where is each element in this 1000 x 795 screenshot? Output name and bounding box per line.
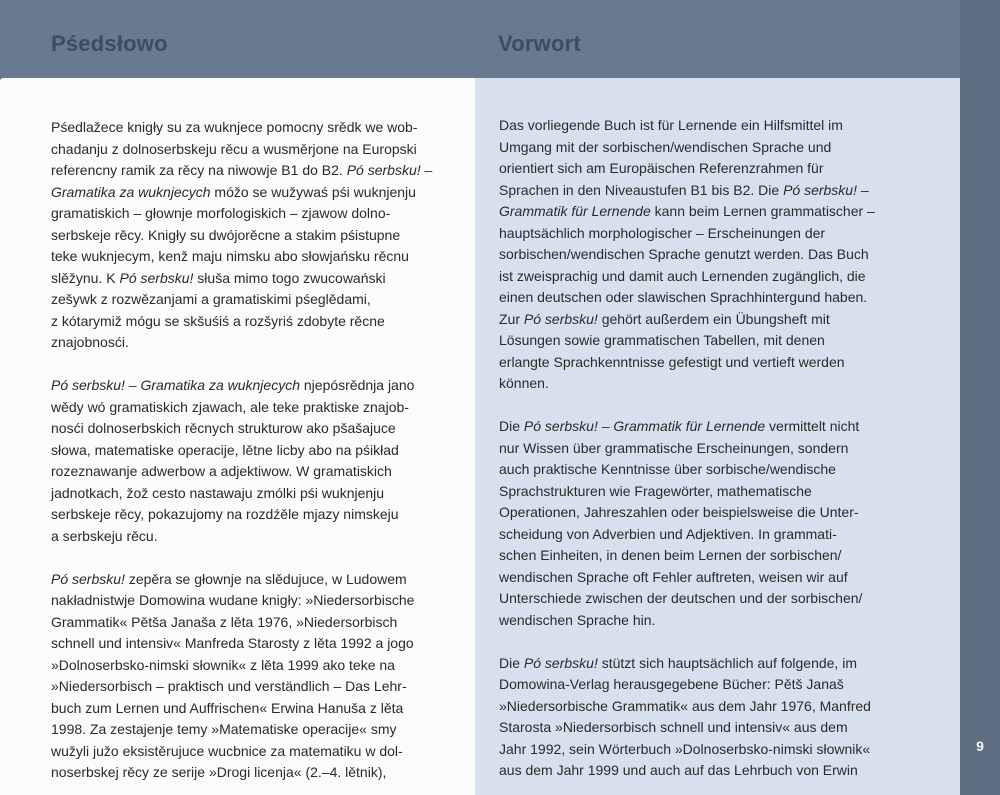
text-line (51, 612, 455, 634)
text-line (499, 330, 939, 352)
text-segment: Sprachstrukturen wie Fragewörter, mathematische (499, 482, 812, 499)
text-segment: orientiert sich am Europäischen Referenzrahmen für (499, 160, 824, 176)
text-segment: Die (499, 418, 524, 434)
italic-title-segment: Pó serbsku! – Grammatik für Lernende (523, 418, 766, 434)
german-text (499, 115, 939, 782)
text-segment: einen deutschen oder slawischen Sprachhintergund haben. (499, 289, 868, 305)
text-segment: Die (499, 654, 524, 671)
text-line (499, 481, 939, 503)
text-line (499, 524, 939, 546)
text-line (499, 201, 939, 223)
text-segment: auch praktische Kenntnisse über sorbische/wendische (499, 461, 836, 477)
text-line (499, 588, 939, 610)
text-line (499, 674, 939, 696)
text-line (51, 375, 455, 397)
text-segment: erlangte Sprachkenntnisse gefestigt und vertieft werden (499, 353, 845, 370)
text-line (499, 373, 939, 395)
text-segment: können. (499, 375, 549, 391)
text-line (499, 244, 939, 266)
text-segment: vermittelt nicht (765, 418, 860, 434)
text-line (499, 438, 939, 460)
paragraph-gap (51, 354, 455, 376)
text-line (51, 741, 455, 763)
text-segment: Das vorliegende Buch ist für Lernende ein Hilfsmittel im (499, 117, 843, 133)
text-line (51, 698, 455, 720)
text-segment: móžo se wužywaś pśi wuknjenju (210, 183, 416, 200)
text-segment: słuša mimo togo zwucowański (193, 269, 386, 286)
paragraph-gap (499, 631, 939, 653)
text-line (51, 225, 455, 247)
text-segment: Operationen, Jahreszahlen oder beispielsweise die Unter- (499, 504, 859, 520)
text-line (51, 289, 455, 311)
text-segment: wužyli južo eksistěrujuce wucbnice za matematiku w dol- (51, 742, 403, 759)
text-line (499, 158, 939, 180)
text-line (51, 418, 455, 440)
text-segment: Starosta »Niedersorbisch schnell und intensiv« aus dem (499, 719, 848, 735)
text-line (51, 160, 455, 182)
heading-german: Vorwort (498, 31, 581, 56)
text-segment: zešywk z rozwězanjami a gramatiskimi pśeglědami, (51, 291, 371, 307)
text-line (51, 332, 455, 354)
text-line (51, 440, 455, 462)
text-segment: wendischen Sprache hin. (499, 611, 656, 628)
text-segment: słowa, matematiske operacije, lětne licby abo na pśikład (51, 441, 399, 458)
text-line (51, 182, 455, 204)
text-line (51, 504, 455, 526)
text-segment: »Dolnoserbsko-nimski słownik« z lěta 1999 ako teke na (51, 656, 395, 673)
italic-title-segment: Pó serbsku! (523, 654, 598, 671)
italic-title-segment: Pó serbsku! (523, 310, 598, 327)
text-line (51, 139, 455, 161)
text-line (51, 762, 455, 784)
italic-title-segment: Pó serbsku! (51, 570, 125, 587)
text-line (499, 459, 939, 481)
text-line (499, 739, 939, 761)
text-segment: schen Einheiten, in denen beim Lernen der sorbischen/ (499, 547, 842, 563)
text-segment: referencny ramik za rěcy na niwowje B1 do B2. (51, 162, 347, 178)
text-line (499, 567, 939, 589)
text-line (51, 397, 455, 419)
text-line (51, 676, 455, 698)
text-segment: stützt sich hauptsächlich auf folgende, im (597, 654, 857, 671)
text-segment: aus dem Jahr 1999 und auch auf das Lehrbuch von Erwin (499, 762, 858, 778)
text-segment: gehört außerdem ein Übungsheft mit (597, 310, 830, 327)
page-number: 9 (976, 738, 984, 754)
text-segment: hauptsächlich morphologischer – Erscheinungen der (499, 224, 826, 241)
text-segment: Zur (499, 310, 524, 327)
italic-title-segment: Grammatik für Lernende (499, 203, 651, 219)
text-segment: nosći dolnoserbskich rěcnych strukturow ako pšašajuce (51, 420, 396, 436)
text-line (499, 137, 939, 159)
heading-sorbian: Pśedsłowo (51, 31, 168, 56)
text-line (499, 287, 939, 309)
italic-title-segment: Pó serbsku! (783, 181, 857, 198)
text-line (51, 203, 455, 225)
text-segment: znajobnosći. (51, 334, 129, 350)
italic-title-segment: Pó serbsku! – Gramatika za wuknjecych (51, 377, 300, 393)
text-line (51, 311, 455, 333)
sorbian-text (51, 117, 455, 784)
text-line (499, 696, 939, 718)
text-line (51, 719, 455, 741)
text-segment: nur Wissen über grammatische Erscheinungen, sondern (499, 439, 849, 456)
text-segment: chadanju z dolnoserbskeju rěcu a wusměrjone na Europski (51, 140, 417, 157)
paragraph-gap (499, 395, 939, 417)
text-line (51, 268, 455, 290)
text-segment: Unterschiede zwischen der deutschen und der sorbischen/ (499, 590, 863, 606)
side-margin-strip (960, 0, 1000, 795)
text-segment: kann beim Lernen grammatischer – (650, 203, 875, 219)
text-line (51, 590, 455, 612)
text-line (499, 352, 939, 374)
text-segment: jadnotkach, žož cesto nastawaju zmólki pśi wuknjenju (51, 484, 385, 501)
paragraph-gap (51, 547, 455, 569)
italic-title-segment: Gramatika za wuknjecych (51, 183, 211, 200)
text-segment: sorbischen/wendischen Sprache genutzt werden. Das Buch (499, 246, 869, 262)
text-segment: gramatiskich – głownje morfologiskich – zjawow dolno- (51, 205, 391, 221)
text-segment: rozeznawanje adwerbow a adjektiwow. W gramatiskich (51, 463, 392, 479)
text-line (499, 115, 939, 137)
text-segment: wědy wó gramatiskich zjawach, ale teke praktiske znajob- (51, 398, 409, 415)
text-segment: – (857, 181, 869, 198)
italic-title-segment: Pó serbsku! – (346, 162, 433, 178)
text-line (499, 416, 939, 438)
text-segment: zepěra se głownje na slědujuce, w Ludowem (124, 570, 407, 587)
text-line (51, 569, 455, 591)
text-segment: scheidung von Adverbien und Adjektiven. In grammati- (499, 525, 837, 542)
text-segment: serbskeje rěcy, pokazujomy na rozdźěle mjazy nimskeju (51, 506, 399, 522)
text-line (51, 526, 455, 548)
text-segment: Umgang mit der sorbischen/wendischen Sprache und (499, 138, 832, 155)
text-segment: nakładnistwje Domowina wudane knigły: »Niedersorbische (51, 592, 415, 608)
text-segment: Pśedlažece knigły su za wuknjece pomocny srědk we wob- (51, 119, 418, 135)
text-line (499, 653, 939, 675)
text-line (51, 117, 455, 139)
text-segment: »Niedersorbische Grammatik« aus dem Jahr 1976, Manfred (499, 697, 871, 714)
text-segment: »Niedersorbisch – praktisch und verständlich – Das Lehr- (51, 678, 407, 694)
text-segment: 1998. Za zestajenje temy »Matematiske operacije« smy (51, 721, 397, 737)
text-line (499, 180, 939, 202)
text-line (499, 266, 939, 288)
text-segment: Sprachen in den Niveaustufen B1 bis B2. Die (499, 181, 784, 198)
text-line (51, 461, 455, 483)
text-line (499, 223, 939, 245)
text-segment: wendischen Sprache oft Fehler auftreten, weisen wir auf (499, 568, 848, 585)
italic-title-segment: Pó serbsku! (119, 269, 194, 286)
text-line (51, 633, 455, 655)
text-line (51, 483, 455, 505)
text-line (499, 502, 939, 524)
text-segment: njepósrědnja jano (300, 377, 415, 393)
text-segment: Lösungen sowie grammatischen Tabellen, mit denen (499, 332, 825, 348)
text-line (51, 655, 455, 677)
text-segment: teke wuknjecym, kenž maju nimsku abo słowjańsku rěcnu (51, 248, 409, 264)
text-segment: slěžynu. K (51, 269, 120, 286)
text-segment: schnell und intensiv« Manfreda Starosty z lěta 1992 a jogo (51, 635, 414, 651)
text-line (499, 610, 939, 632)
text-segment: ist zweisprachig und damit auch Lernenden zugänglich, die (499, 267, 866, 284)
text-line (499, 309, 939, 331)
text-line (499, 760, 939, 782)
text-segment: noserbskej rěcy ze serije »Drogi licenja« (2.–4. lětnik), (51, 764, 387, 780)
text-line (499, 545, 939, 567)
text-segment: Jahr 1992, sein Wörterbuch »Dolnoserbsko-nimski słownik« (499, 740, 871, 757)
text-segment: a serbskeju rěcu. (51, 527, 158, 544)
text-segment: serbskeje rěcy. Knigły su dwójorěcne a stakim pśistupne (51, 226, 401, 243)
text-segment: Domowina-Verlag herausgegebene Bücher: Pětš Janaš (499, 676, 844, 692)
text-segment: buch zum Lernen und Auffrischen« Erwina Hanuša z lěta (51, 699, 404, 716)
text-line (51, 246, 455, 268)
text-line (499, 717, 939, 739)
text-segment: z kótarymiž mógu se skšuśiś a rozšyriś zdobyte rěcne (51, 312, 385, 329)
text-segment: Grammatik« Pětša Janaša z lěta 1976, »Niedersorbisch (51, 613, 398, 630)
